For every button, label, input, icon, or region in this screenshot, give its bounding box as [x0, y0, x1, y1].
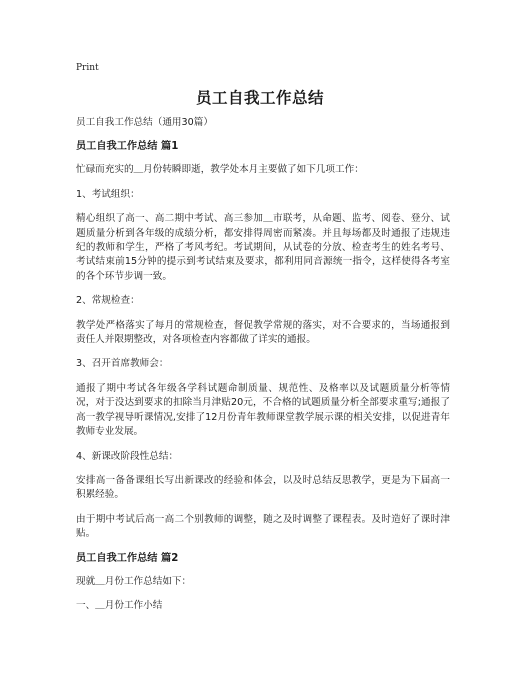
paragraph: 通报了期中考试各年级各学科试题命制质量、规范性、及格率以及试题质量分析等情况，对于没达到要求的扣除当月津贴20元，不合格的试题质量分析全部要求重写;通报了高一教学视导听课情况,安排了12月份青年教师课堂教学展示课的相关安排，以促进青年教师专业发展。	[76, 382, 450, 438]
paragraph: 1、考试组织：	[76, 188, 140, 200]
section-heading: 员工自我工作总结 篇1	[76, 141, 179, 153]
paragraph: 现就＿月份工作总结如下：	[76, 575, 192, 587]
paragraph: 4、新课改阶段性总结：	[76, 450, 179, 462]
paragraph: 忙碌而充实的＿月份转瞬即逝，教学处本月主要做了如下几项工作：	[76, 164, 364, 176]
section-heading: 员工自我工作总结 篇2	[76, 552, 179, 564]
paragraph: 由于期中考试后高一高二个别教师的调整，随之及时调整了课程表。及时造好了课时津贴。	[76, 513, 450, 540]
document-subtitle: 员工自我工作总结（通用30篇）	[76, 117, 213, 128]
document-body	[76, 116, 450, 623]
paragraph: 精心组织了高一、高二期中考试、高三参加＿市联考，从命题、监考、阅卷、登分、试题质量分析到各年级的成绩分析，都安排得周密而紧凑。并且每场都及时通报了违规违纪的教师和学生，严格了考风考纪。考试期间，从试卷的分放、检查考生的姓名考号、考试结束前15分钟的提示到考试结束及要求，都利用同音源统一指令，这样使得各考室的各个环节步调一致。	[76, 213, 450, 282]
paragraph: 2、常规检查：	[76, 295, 140, 307]
paragraph: 3、召开首席教师会：	[76, 358, 169, 370]
paragraph: 安排高一备备课组长写出新课改的经验和体会，以及时总结反思教学，更是为下届高一积累经验。	[76, 474, 450, 501]
print-link[interactable]: Print	[76, 63, 99, 73]
document-title: 员工自我工作总结	[195, 89, 324, 107]
paragraph: 教学处严格落实了每月的常规检查，督促教学常规的落实，对不合要求的，当场通报到责任人并限期整改，对各项检查内容都做了详实的通报。	[76, 319, 450, 346]
paragraph: 一、＿月份工作小结	[76, 599, 163, 611]
